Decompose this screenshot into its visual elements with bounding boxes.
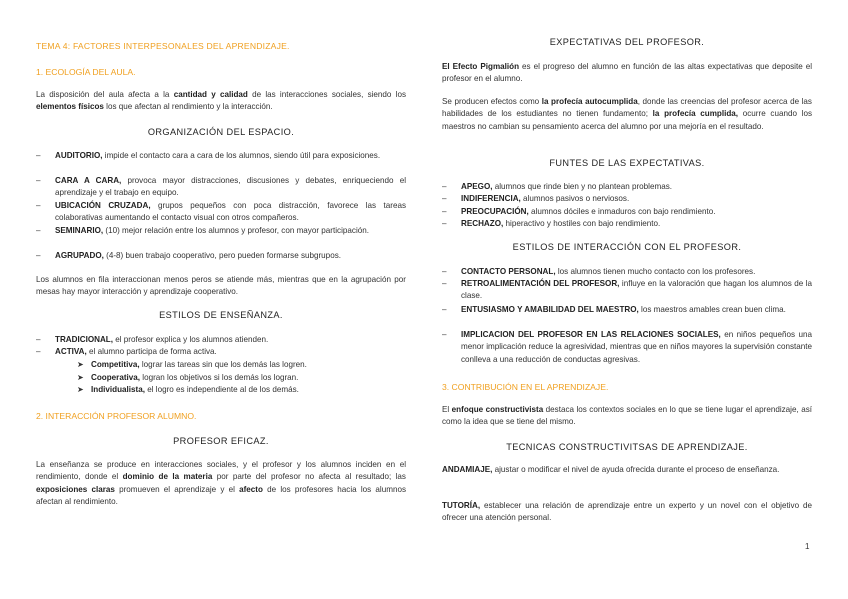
list-item: – AUDITORIO, impide el contacto cara a cara de los alumnos, siendo útil para exposiciones.: [36, 151, 381, 160]
page-number: 1: [805, 542, 810, 551]
list-item: – CARA A CARA, provoca mayor distracciones, discusiones y debates, enriqueciendo el aprendizaje y el trabajo en equipo.: [36, 176, 407, 198]
list-item: – IMPLICACION DEL PROFESOR EN LAS RELACIONES SOCIALES, en niños pequeños una menor implicación reduce la agresividad, mientras que en niños mayores la supervisión constante conlleva a una reducción de conductas agresivas.: [442, 330, 812, 364]
list-item: – APEGO, alumnos que rinde bien y no plantean problemas.: [442, 182, 673, 191]
list-item: – AGRUPADO, (4-8) buen trabajo cooperativo, pero pueden formarse subgrupos.: [36, 251, 341, 260]
fuentes-heading: FUNTES DE LAS EXPECTATIVAS.: [549, 158, 705, 168]
section-2-heading: 2. INTERACCIÓN PROFESOR ALUMNO.: [36, 411, 197, 421]
section-1-heading: 1. ECOLOGÍA DEL AULA.: [36, 67, 136, 77]
arrowhead-icon: ➤: [77, 385, 84, 394]
profecia-paragraph: Se producen efectos como la profecía autocumplida, donde las creencias del profesor acerca de las habilidades de los estudiantes no tienen fundamento; la profecía cumplida, ocurre cuando los maestros no cambian su pensamiento acerca del alumno por una mejoría en el resultado.: [442, 97, 812, 131]
organizacion-paragraph: Los alumnos en fila interaccionan menos peros se atiende más, mientras que en la agrupación por mesas hay mayor interacción y aprendizaje cooperativo.: [36, 275, 406, 297]
list-item: – SEMINARIO, (10) mejor relación entre los alumnos y profesor, con mayor participación.: [36, 226, 369, 235]
profesor-eficaz-paragraph: La enseñanza se produce en interacciones sociales, y el profesor y los alumnos inciden en el rendimiento, donde el dominio de la materia por parte del profesor no afecta al resultado; las exposiciones claras promueven el aprendizaje y el afecto de los profesores hacia los alumnos afectan al rendimiento.: [36, 460, 406, 507]
expectativas-heading: EXPECTATIVAS DEL PROFESOR.: [549, 37, 705, 47]
list-item: – PREOCUPACIÓN, alumnos dóciles e inmaduros con bajo rendimiento.: [442, 207, 716, 216]
pigmalion-paragraph: El Efecto Pigmalión es el progreso del alumno en función de las altas expectativas que deposite el profesor en el alumno.: [442, 62, 812, 84]
estilos-ensenanza-heading: ESTILOS DE ENSEÑANZA.: [159, 310, 283, 320]
tutoria-paragraph: TUTORÍA, establecer una relación de aprendizaje entre un experto y un novel con el objetivo de ofrecer una atención personal.: [442, 501, 812, 523]
profesor-eficaz-heading: PROFESOR EFICAZ.: [173, 436, 269, 446]
tecnicas-heading: TECNICAS CONSTRUCTIVITSAS DE APRENDIZAJE.: [506, 442, 748, 452]
arrowhead-icon: ➤: [77, 373, 84, 382]
estilos-interaccion-heading: ESTILOS DE INTERACCIÓN CON EL PROFESOR.: [512, 242, 742, 252]
organizacion-heading: ORGANIZACIÓN DEL ESPACIO.: [147, 127, 295, 137]
sub-list-item: ➤ Competitiva, lograr las tareas sin que los demás las logren.: [77, 359, 406, 371]
sub-list-item: ➤ Cooperativa, logran los objetivos si los demás los logran.: [77, 372, 406, 384]
list-item: – ACTIVA, el alumno participa de forma activa.: [36, 347, 217, 356]
list-item: – TRADICIONAL, el profesor explica y los alumnos atienden.: [36, 335, 269, 344]
section-3-heading: 3. CONTRIBUCIÓN EN EL APRENDIZAJE.: [442, 382, 609, 392]
constructivista-paragraph: El enfoque constructivista destaca los contextos sociales en lo que se tiene lugar el aprendizaje, así como la idea que se tiene del mismo.: [442, 405, 812, 427]
list-item: – CONTACTO PERSONAL, los alumnos tienen mucho contacto con los profesores.: [442, 267, 756, 276]
sub-list-item: ➤ Individualista, el logro es independiente al de los demás.: [77, 384, 406, 396]
andamiaje-paragraph: ANDAMIAJE, ajustar o modificar el nivel de ayuda ofrecida durante el proceso de enseñanza.: [442, 465, 780, 474]
document-title: TEMA 4: FACTORES INTERPESONALES DEL APRENDIZAJE.: [36, 41, 290, 51]
section-1-intro: La disposición del aula afecta a la cantidad y calidad de las interacciones sociales, siendo los elementos físicos los que afectan al rendimiento y la interacción.: [36, 90, 407, 112]
list-item: – INDIFERENCIA, alumnos pasivos o nerviosos.: [442, 194, 630, 203]
list-item: – ENTUSIASMO Y AMABILIDAD DEL MAESTRO, los maestros amables crean buen clima.: [442, 305, 786, 314]
arrowhead-icon: ➤: [77, 360, 84, 369]
list-item: – RECHAZO, hiperactivo y hostiles con bajo rendimiento.: [442, 219, 661, 228]
list-item: – UBICACIÓN CRUZADA, grupos pequeños con poca distracción, favorece las tareas colaborativas aumentando el contacto visual con otros compañeros.: [36, 201, 407, 223]
list-item: – RETROALIMENTACIÓN DEL PROFESOR, influye en la valoración que hagan los alumnos de la clase.: [442, 279, 812, 301]
